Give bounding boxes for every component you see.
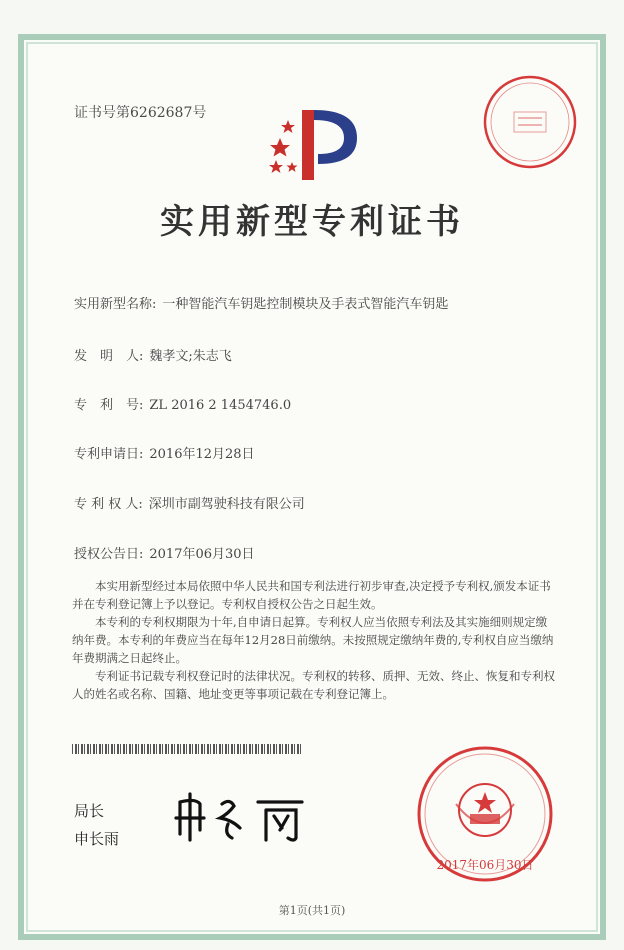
- field-value: ZL 2016 2 1454746.0: [149, 398, 292, 413]
- patent-office-logo-icon: [262, 100, 372, 194]
- field-value: 深圳市副驾驶科技有限公司: [148, 497, 305, 512]
- field-value: 一种智能汽车钥匙控制模块及手表式智能汽车钥匙: [162, 297, 449, 312]
- page-number: 第1页(共1页): [278, 904, 346, 917]
- body-paragraph-1: 本实用新型经过本局依照中华人民共和国专利法进行初步审查,决定授予专利权,颁发本证书并在专利登记簿上予以登记。专利权自授权公告之日起生效。: [72, 579, 551, 611]
- barcode-icon: [72, 744, 302, 754]
- field-value: 魏孝文;朱志飞: [149, 349, 232, 364]
- certificate-title: 实用新型专利证书: [160, 202, 464, 242]
- field-value: 2017年06月30日: [149, 547, 255, 562]
- field-label: 授权公告日:: [74, 547, 144, 562]
- body-paragraph-2: 本专利的专利权期限为十年,自申请日起算。专利权人应当依照专利法及其实施细则规定缴纳年费。本专利的年费应当在每年12月28日前缴纳。未按照规定缴纳年费的,专利权自应当缴纳年费期满之日起终止。: [72, 615, 554, 665]
- field-label: 专 利 权 人:: [74, 497, 143, 512]
- field-application-date: [74, 443, 255, 462]
- director-title: 局长: [74, 802, 105, 820]
- certificate-number: 证书号第6262687号: [74, 105, 207, 121]
- director-signature-icon: [170, 788, 320, 852]
- field-value: 2016年12月28日: [149, 447, 255, 462]
- field-label: 专 利 号:: [74, 398, 144, 413]
- body-paragraph-3: 专利证书记载专利权登记时的法律状况。专利权的转移、质押、无效、终止、恢复和专利权人的姓名或名称、国籍、地址变更等事项记载在专利登记簿上。: [72, 669, 555, 701]
- agency-seal-icon: [480, 72, 580, 176]
- field-label: 专利申请日:: [74, 447, 144, 462]
- field-patentee: [74, 493, 305, 512]
- field-utility-model-name: [74, 293, 448, 312]
- field-inventors: [74, 345, 232, 364]
- national-ip-seal-icon: [380, 744, 590, 888]
- field-label: 发 明 人:: [74, 349, 144, 364]
- field-label: 实用新型名称:: [74, 297, 157, 312]
- director-name: 申长雨: [74, 830, 120, 848]
- field-patent-number: [74, 394, 291, 413]
- seal-date: 2017年06月30日: [436, 858, 534, 872]
- field-grant-date: [74, 543, 255, 562]
